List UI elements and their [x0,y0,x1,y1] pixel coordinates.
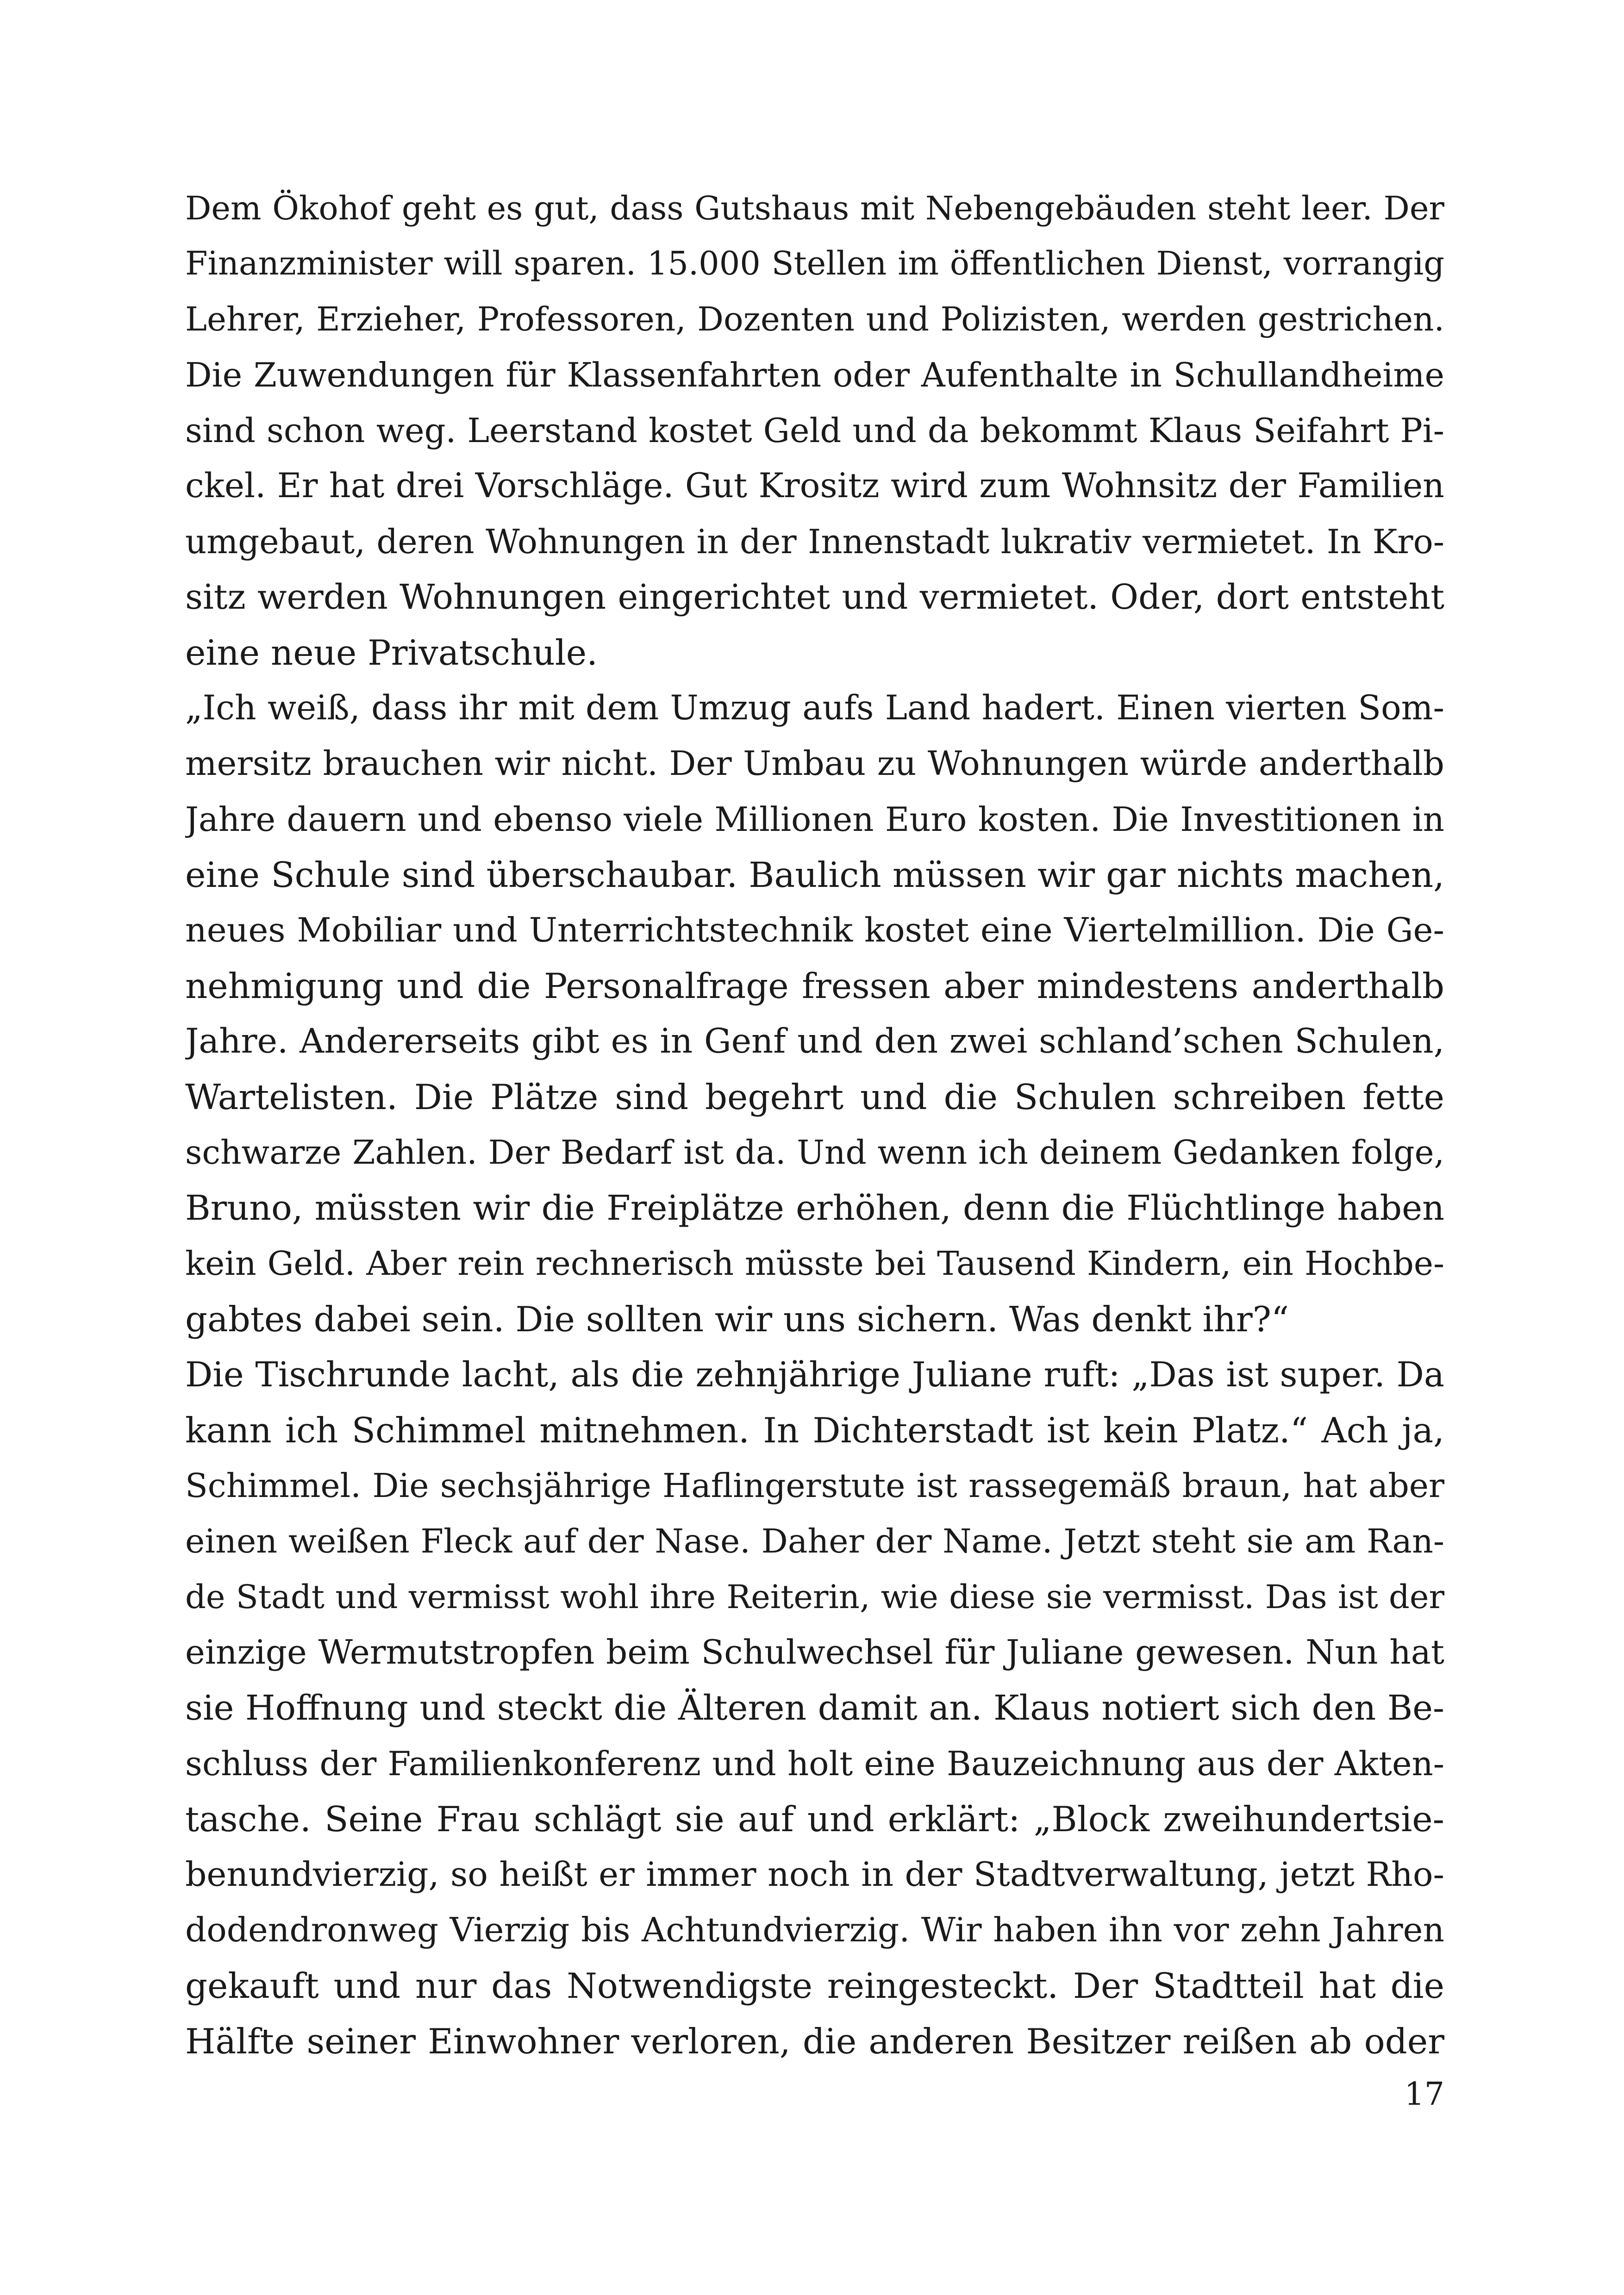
text-line: mersitz brauchen wir nicht. Der Umbau zu Wohnungen würde anderthalb [185,744,1444,783]
text-line: Die Zuwendungen für Klassenfahrten oder Aufenthalte in Schullandheime [185,355,1444,394]
text-line: de Stadt und vermisst wohl ihre Reiterin, wie diese sie vermisst. Das ist der [185,1578,1444,1616]
text-line: kann ich Schimmel mitnehmen. In Dichterstadt ist kein Platz.“ Ach ja, [185,1410,1444,1451]
text-line: kein Geld. Aber rein rechnerisch müsste bei Tausend Kindern, ein Hochbe- [185,1244,1444,1283]
text-line: Bruno, müssten wir die Freiplätze erhöhen, denn die Flüchtlinge haben [185,1188,1444,1228]
text-line: sind schon weg. Leerstand kostet Geld und da bekommt Klaus Seifahrt Pi- [185,411,1444,450]
text-line: sitz werden Wohnungen eingerichtet und vermietet. Oder, dort entsteht [185,577,1444,617]
text-line: eine Schule sind überschaubar. Baulich müssen wir gar nichts machen, [185,854,1444,895]
text-line: „Ich weiß, dass ihr mit dem Umzug aufs Land hadert. Einen vierten Som- [185,689,1444,728]
text-line: dodendronweg Vierzig bis Achtundvierzig. Wir haben ihn vor zehn Jahren [185,1911,1444,1950]
text-line: nehmigung und die Personalfrage fressen aber mindestens anderthalb [185,966,1444,1006]
text-line: eine neue Privatschule. [185,632,598,673]
text-line: Die Tischrunde lacht, als die zehnjährige Juliane ruft: „Das ist super. Da [185,1355,1444,1395]
text-line: ckel. Er hat drei Vorschläge. Gut Krositz wird zum Wohnsitz der Familien [185,466,1444,505]
text-line: Hälfte seiner Einwohner verloren, die anderen Besitzer reißen ab oder [185,2021,1444,2062]
text-line: umgebaut, deren Wohnungen in der Innenstadt lukrativ vermietet. In Kro- [185,522,1444,561]
text-line: Dem Ökohof geht es gut, dass Gutshaus mit Nebengebäuden steht leer. Der [185,189,1444,227]
text-line: einen weißen Fleck auf der Nase. Daher der Name. Jetzt steht sie am Ran- [185,1522,1444,1560]
text-line: benundvierzig, so heißt er immer noch in der Stadtverwaltung, jetzt Rho- [185,1855,1444,1894]
text-line: Jahre. Andererseits gibt es in Genf und den zwei schland’schen Schulen, [185,1022,1444,1061]
text-line: gabtes dabei sein. Die sollten wir uns sichern. Was denkt ihr?“ [185,1299,1289,1340]
text-line: Lehrer, Erzieher, Professoren, Dozenten und Polizisten, werden gestrichen. [185,300,1444,338]
text-line: einzige Wermutstropfen beim Schulwechsel für Juliane gewesen. Nun hat [185,1633,1444,1672]
text-line: gekauft und nur das Notwendigste reingesteckt. Der Stadtteil hat die [185,1965,1444,2006]
text-line: schluss der Familienkonferenz und holt eine Bauzeichnung aus der Akten- [185,1744,1444,1783]
body-text [185,181,1444,2069]
text-line: tasche. Seine Frau schlägt sie auf und erklärt: „Block zweihundertsie- [185,1799,1444,1840]
text-line: Wartelisten. Die Plätze sind begehrt und die Schulen schreiben fette [185,1077,1444,1117]
text-line: Finanzminister will sparen. 15.000 Stellen im öffentlichen Dienst, vorrangig [185,245,1444,282]
text-line: neues Mobiliar und Unterrichtstechnik kostet eine Viertelmillion. Die Ge- [185,911,1444,950]
text-line: sie Hoffnung und steckt die Älteren damit an. Klaus notiert sich den Be- [185,1688,1444,1728]
page-number: 17 [1404,2076,1444,2113]
text-line: schwarze Zahlen. Der Bedarf ist da. Und wenn ich deinem Gedanken folge, [185,1133,1444,1172]
text-line: Jahre dauern und ebenso viele Millionen Euro kosten. Die Investitionen in [185,800,1444,839]
text-line: Schimmel. Die sechsjährige Haflingerstute ist rassegemäß braun, hat aber [185,1466,1444,1505]
